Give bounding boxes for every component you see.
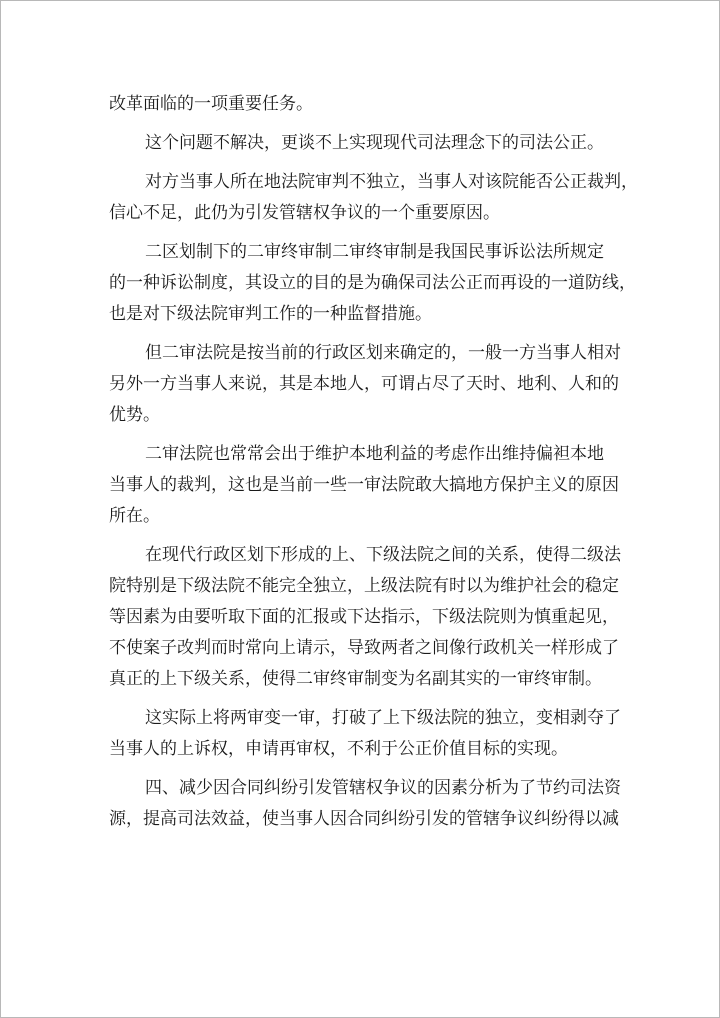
paragraph-line: 也是对下级法院审判工作的一种监督措施。 [109, 304, 432, 324]
paragraph [109, 89, 619, 120]
paragraph-line: 的一种诉讼制度，其设立的目的是为确保司法公正而再设的一道防线， [109, 273, 636, 293]
paragraph-line: 当事人的裁判，这也是当前一些一审法院敢大搞地方保护主义的原因 [109, 475, 619, 495]
paragraph-line: 院特别是下级法院不能完全独立，上级法院有时以为维护社会的稳定 [109, 576, 619, 596]
paragraph-line: 所在。 [109, 506, 160, 526]
paragraph-line: 不使案子改判而时常向上请示，导致两者之间像行政机关一样形成了 [109, 638, 619, 658]
document-body [109, 89, 638, 843]
paragraph-line: 信心不足，此仍为引发管辖权争议的一个重要原因。 [109, 203, 500, 223]
paragraph [109, 703, 619, 765]
paragraph-line: 但二审法院是按当前的行政区划来确定的，一般一方当事人相对 [145, 343, 621, 363]
paragraph-line: 这实际上将两审变一审，打破了上下级法院的独立，变相剥夺了 [145, 708, 621, 728]
paragraph-line: 这个问题不解决，更谈不上实现现代司法理念下的司法公正。 [145, 133, 604, 153]
paragraph-line: 四、减少因合同纠纷引发管辖权争议的因素分析为了节约司法资 [145, 778, 621, 798]
paragraph-line: 二区划制下的二审终审制二审终审制是我国民事诉讼法所规定 [145, 242, 604, 262]
paragraph [109, 167, 638, 229]
paragraph [109, 540, 619, 695]
paragraph-line: 优势。 [109, 405, 160, 425]
paragraph [109, 439, 619, 532]
paragraph-line: 真正的上下级关系，使得二审终审制变为名副其实的一审终审制。 [109, 669, 602, 689]
paragraph-line: 对方当事人所在地法院审判不独立，当事人对该院能否公正裁判， [145, 172, 638, 192]
paragraph-line: 另外一方当事人来说，其是本地人，可谓占尽了天时、地利、人和的 [109, 374, 619, 394]
paragraph [109, 128, 619, 159]
paragraph-line: 当事人的上诉权，申请再审权，不利于公正价值目标的实现。 [109, 739, 568, 759]
paragraph-line: 二审法院也常常会出于维护本地利益的考虑作出维持偏袒本地 [145, 444, 604, 464]
paragraph-line: 改革面临的一项重要任务。 [109, 94, 313, 114]
paragraph-line: 源，提高司法效益，使当事人因合同纠纷引发的管辖争议纠纷得以减 [109, 809, 619, 829]
paragraph [109, 237, 636, 330]
paragraph [109, 338, 619, 431]
paragraph-line: 在现代行政区划下形成的上、下级法院之间的关系，使得二级法 [145, 545, 621, 565]
paragraph-line: 等因素为由要听取下面的汇报或下达指示，下级法院则为慎重起见， [109, 607, 619, 627]
paragraph [109, 773, 619, 835]
